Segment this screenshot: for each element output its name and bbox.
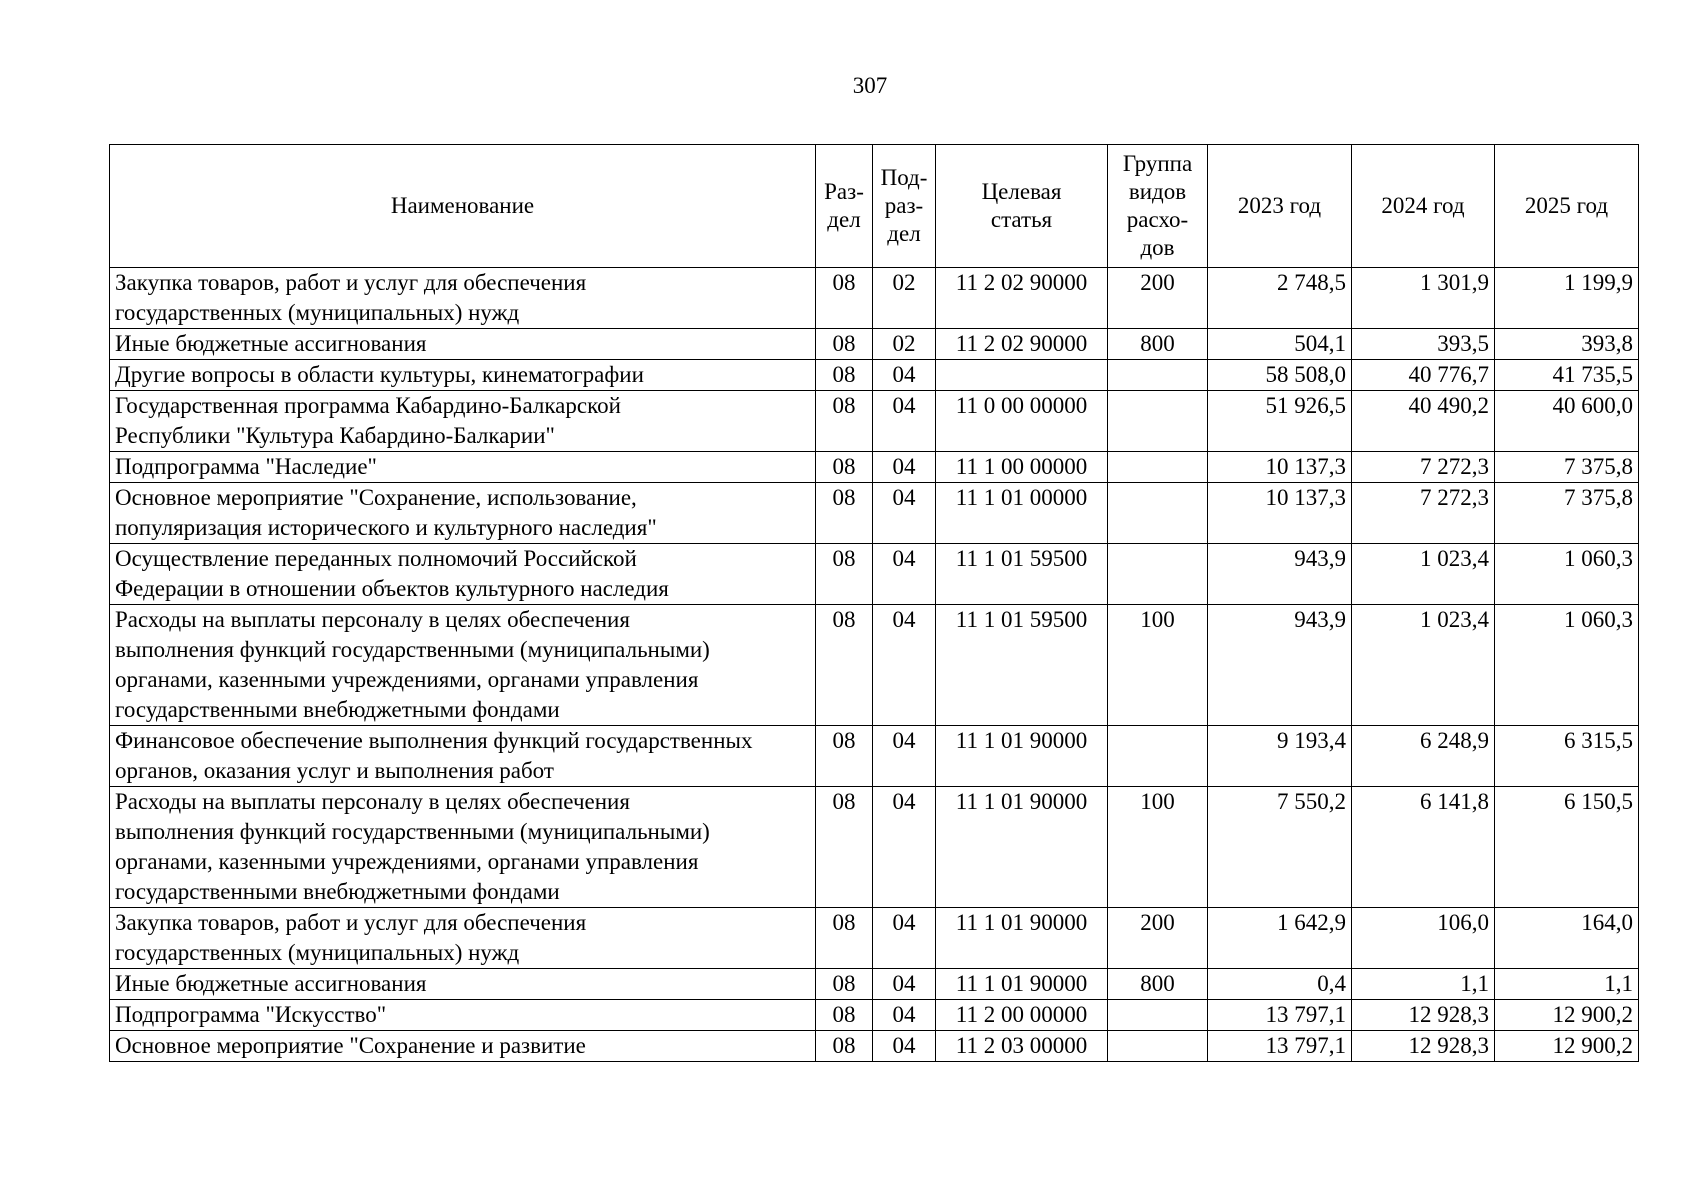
cell-target-article: 11 1 01 90000 bbox=[936, 787, 1108, 908]
cell-2025: 40 600,0 bbox=[1495, 391, 1639, 452]
cell-2024: 12 928,3 bbox=[1352, 1000, 1495, 1031]
cell-expense-group bbox=[1108, 391, 1208, 452]
cell-2024: 1 023,4 bbox=[1352, 544, 1495, 605]
cell-subsection: 02 bbox=[873, 268, 936, 329]
cell-name: Закупка товаров, работ и услуг для обеспечения государственных (муниципальных) нужд bbox=[110, 908, 816, 969]
cell-section: 08 bbox=[816, 1000, 873, 1031]
cell-subsection: 04 bbox=[873, 1000, 936, 1031]
cell-name: Другие вопросы в области культуры, кинематографии bbox=[110, 360, 816, 391]
cell-expense-group bbox=[1108, 1000, 1208, 1031]
table-row bbox=[110, 726, 1639, 787]
cell-target-article: 11 0 00 00000 bbox=[936, 391, 1108, 452]
cell-subsection: 04 bbox=[873, 360, 936, 391]
cell-2024: 7 272,3 bbox=[1352, 452, 1495, 483]
table-row bbox=[110, 360, 1639, 391]
cell-2023: 10 137,3 bbox=[1208, 452, 1352, 483]
cell-subsection: 04 bbox=[873, 483, 936, 544]
cell-subsection: 04 bbox=[873, 452, 936, 483]
cell-2025: 6 315,5 bbox=[1495, 726, 1639, 787]
cell-2024: 40 776,7 bbox=[1352, 360, 1495, 391]
cell-expense-group bbox=[1108, 726, 1208, 787]
table-row bbox=[110, 483, 1639, 544]
cell-target-article: 11 2 02 90000 bbox=[936, 329, 1108, 360]
cell-expense-group bbox=[1108, 544, 1208, 605]
cell-subsection: 02 bbox=[873, 329, 936, 360]
cell-target-article bbox=[936, 360, 1108, 391]
table-row bbox=[110, 969, 1639, 1000]
cell-2025: 1 060,3 bbox=[1495, 605, 1639, 726]
cell-2025: 7 375,8 bbox=[1495, 452, 1639, 483]
cell-section: 08 bbox=[816, 268, 873, 329]
cell-subsection: 04 bbox=[873, 605, 936, 726]
cell-target-article: 11 1 01 59500 bbox=[936, 605, 1108, 726]
table-row bbox=[110, 391, 1639, 452]
cell-2023: 13 797,1 bbox=[1208, 1000, 1352, 1031]
cell-2023: 7 550,2 bbox=[1208, 787, 1352, 908]
cell-target-article: 11 1 01 90000 bbox=[936, 908, 1108, 969]
table-row bbox=[110, 452, 1639, 483]
cell-target-article: 11 1 01 90000 bbox=[936, 726, 1108, 787]
cell-subsection: 04 bbox=[873, 726, 936, 787]
cell-expense-group: 100 bbox=[1108, 787, 1208, 908]
header-expense-group: Группа видов расхо- дов bbox=[1108, 145, 1208, 268]
cell-expense-group bbox=[1108, 452, 1208, 483]
cell-2023: 0,4 bbox=[1208, 969, 1352, 1000]
table-row bbox=[110, 1000, 1639, 1031]
cell-section: 08 bbox=[816, 726, 873, 787]
cell-2025: 41 735,5 bbox=[1495, 360, 1639, 391]
cell-2023: 13 797,1 bbox=[1208, 1031, 1352, 1062]
table-row bbox=[110, 787, 1639, 908]
cell-name: Финансовое обеспечение выполнения функций государственных органов, оказания услуг и выполнения работ bbox=[110, 726, 816, 787]
cell-2023: 10 137,3 bbox=[1208, 483, 1352, 544]
cell-subsection: 04 bbox=[873, 1031, 936, 1062]
cell-section: 08 bbox=[816, 787, 873, 908]
cell-name: Расходы на выплаты персоналу в целях обеспечения выполнения функций государственными (муниципальными) органами, казенными учреждениями, органами управления государственными внебюджетными фондами bbox=[110, 787, 816, 908]
header-subsection: Под- раз- дел bbox=[873, 145, 936, 268]
cell-section: 08 bbox=[816, 391, 873, 452]
table-row bbox=[110, 908, 1639, 969]
table-row bbox=[110, 1031, 1639, 1062]
cell-name: Осуществление переданных полномочий Российской Федерации в отношении объектов культурного наследия bbox=[110, 544, 816, 605]
cell-target-article: 11 1 00 00000 bbox=[936, 452, 1108, 483]
cell-section: 08 bbox=[816, 1031, 873, 1062]
cell-section: 08 bbox=[816, 452, 873, 483]
cell-name: Государственная программа Кабардино-Балкарской Республики "Культура Кабардино-Балкарии" bbox=[110, 391, 816, 452]
cell-2024: 1 301,9 bbox=[1352, 268, 1495, 329]
page-number: 307 bbox=[852, 73, 888, 98]
cell-expense-group: 200 bbox=[1108, 268, 1208, 329]
cell-subsection: 04 bbox=[873, 969, 936, 1000]
table-row bbox=[110, 329, 1639, 360]
cell-section: 08 bbox=[816, 329, 873, 360]
budget-table bbox=[109, 144, 1639, 1062]
cell-2023: 943,9 bbox=[1208, 605, 1352, 726]
table-body bbox=[110, 268, 1639, 1062]
cell-target-article: 11 2 02 90000 bbox=[936, 268, 1108, 329]
cell-name: Иные бюджетные ассигнования bbox=[110, 329, 816, 360]
cell-name: Расходы на выплаты персоналу в целях обеспечения выполнения функций государственными (муниципальными) органами, казенными учреждениями, органами управления государственными внебюджетными фондами bbox=[110, 605, 816, 726]
cell-2024: 393,5 bbox=[1352, 329, 1495, 360]
cell-2023: 504,1 bbox=[1208, 329, 1352, 360]
cell-name: Основное мероприятие "Сохранение, использование, популяризация исторического и культурного наследия" bbox=[110, 483, 816, 544]
cell-expense-group: 800 bbox=[1108, 329, 1208, 360]
cell-expense-group: 800 bbox=[1108, 969, 1208, 1000]
cell-subsection: 04 bbox=[873, 544, 936, 605]
cell-name: Подпрограмма "Наследие" bbox=[110, 452, 816, 483]
header-year-2023: 2023 год bbox=[1208, 145, 1352, 268]
cell-expense-group: 100 bbox=[1108, 605, 1208, 726]
cell-section: 08 bbox=[816, 483, 873, 544]
cell-2023: 2 748,5 bbox=[1208, 268, 1352, 329]
cell-2025: 1 199,9 bbox=[1495, 268, 1639, 329]
cell-subsection: 04 bbox=[873, 787, 936, 908]
cell-name: Иные бюджетные ассигнования bbox=[110, 969, 816, 1000]
cell-2024: 6 141,8 bbox=[1352, 787, 1495, 908]
table-row bbox=[110, 268, 1639, 329]
cell-target-article: 11 2 00 00000 bbox=[936, 1000, 1108, 1031]
cell-2025: 1 060,3 bbox=[1495, 544, 1639, 605]
header-year-2025: 2025 год bbox=[1495, 145, 1639, 268]
cell-2024: 40 490,2 bbox=[1352, 391, 1495, 452]
table-row bbox=[110, 544, 1639, 605]
cell-2025: 12 900,2 bbox=[1495, 1000, 1639, 1031]
cell-2025: 164,0 bbox=[1495, 908, 1639, 969]
cell-section: 08 bbox=[816, 544, 873, 605]
cell-section: 08 bbox=[816, 908, 873, 969]
cell-2023: 9 193,4 bbox=[1208, 726, 1352, 787]
cell-2025: 7 375,8 bbox=[1495, 483, 1639, 544]
cell-2024: 1 023,4 bbox=[1352, 605, 1495, 726]
cell-subsection: 04 bbox=[873, 391, 936, 452]
cell-2024: 7 272,3 bbox=[1352, 483, 1495, 544]
cell-2024: 106,0 bbox=[1352, 908, 1495, 969]
header-section: Раз- дел bbox=[816, 145, 873, 268]
cell-2023: 943,9 bbox=[1208, 544, 1352, 605]
header-target-article: Целевая статья bbox=[936, 145, 1108, 268]
cell-name: Закупка товаров, работ и услуг для обеспечения государственных (муниципальных) нужд bbox=[110, 268, 816, 329]
header-year-2024: 2024 год bbox=[1352, 145, 1495, 268]
cell-2025: 1,1 bbox=[1495, 969, 1639, 1000]
cell-target-article: 11 1 01 90000 bbox=[936, 969, 1108, 1000]
cell-name: Подпрограмма "Искусство" bbox=[110, 1000, 816, 1031]
cell-name: Основное мероприятие "Сохранение и развитие bbox=[110, 1031, 816, 1062]
cell-section: 08 bbox=[816, 605, 873, 726]
cell-target-article: 11 1 01 59500 bbox=[936, 544, 1108, 605]
table-row bbox=[110, 605, 1639, 726]
cell-2023: 58 508,0 bbox=[1208, 360, 1352, 391]
cell-2025: 6 150,5 bbox=[1495, 787, 1639, 908]
cell-2025: 12 900,2 bbox=[1495, 1031, 1639, 1062]
cell-2023: 1 642,9 bbox=[1208, 908, 1352, 969]
cell-2023: 51 926,5 bbox=[1208, 391, 1352, 452]
cell-section: 08 bbox=[816, 969, 873, 1000]
cell-2024: 1,1 bbox=[1352, 969, 1495, 1000]
cell-2024: 12 928,3 bbox=[1352, 1031, 1495, 1062]
cell-expense-group bbox=[1108, 483, 1208, 544]
cell-expense-group bbox=[1108, 1031, 1208, 1062]
cell-target-article: 11 2 03 00000 bbox=[936, 1031, 1108, 1062]
cell-target-article: 11 1 01 00000 bbox=[936, 483, 1108, 544]
cell-2025: 393,8 bbox=[1495, 329, 1639, 360]
cell-expense-group bbox=[1108, 360, 1208, 391]
cell-subsection: 04 bbox=[873, 908, 936, 969]
cell-expense-group: 200 bbox=[1108, 908, 1208, 969]
header-name: Наименование bbox=[110, 145, 816, 268]
cell-section: 08 bbox=[816, 360, 873, 391]
table-header-row bbox=[110, 145, 1639, 268]
cell-2024: 6 248,9 bbox=[1352, 726, 1495, 787]
